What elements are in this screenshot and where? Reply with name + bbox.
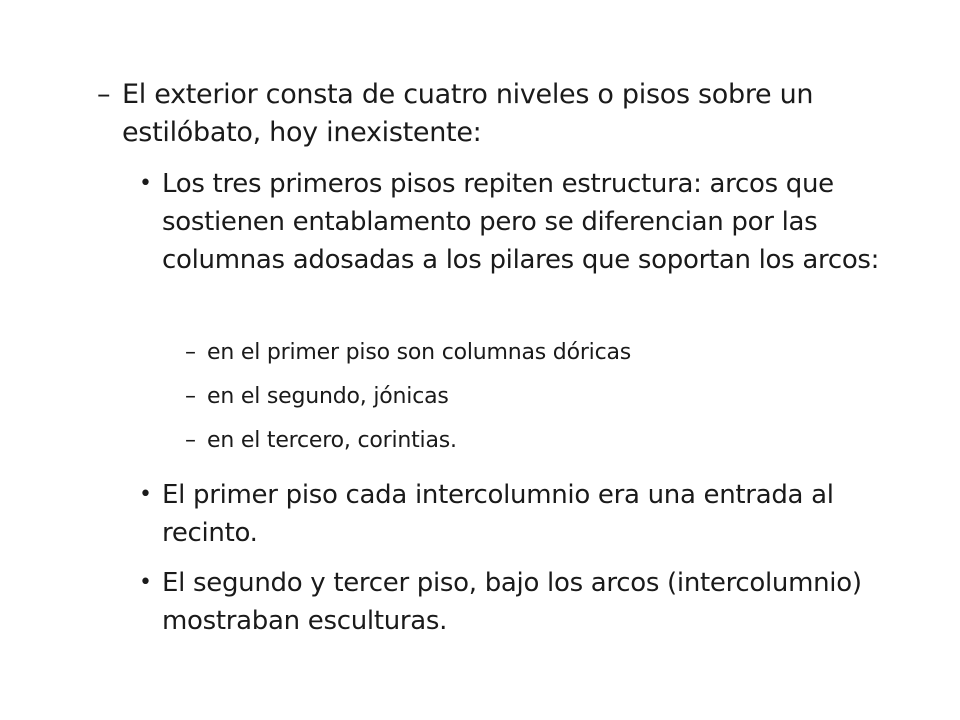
- list-item-level2: [139, 165, 929, 279]
- list-item-level2: [139, 476, 929, 552]
- list-item-text: El segundo y tercer piso, bajo los arcos (intercolumnio) mostraban esculturas.: [162, 568, 862, 636]
- list-item-level3: [185, 425, 905, 457]
- bullet-marker: •: [139, 171, 152, 196]
- list-item-text: en el tercero, corintias.: [207, 428, 457, 453]
- list-item-text: Los tres primeros pisos repiten estructura: arcos que sostienen entablamento pero se diferencian por las columnas adosadas a los pilares que soportan los arcos:: [162, 169, 880, 275]
- dash-marker: –: [97, 79, 111, 110]
- list-item-text: El primer piso cada intercolumnio era una entrada al recinto.: [162, 480, 834, 548]
- list-item-level2: [139, 564, 929, 640]
- list-item-level3: [185, 381, 905, 413]
- list-item-text: en el primer piso son columnas dóricas: [207, 340, 632, 365]
- dash-marker: –: [185, 340, 196, 365]
- bullet-marker: •: [139, 482, 152, 507]
- list-item-level1: [97, 76, 897, 152]
- list-item-text: en el segundo, jónicas: [207, 384, 449, 409]
- list-item-text: El exterior consta de cuatro niveles o pisos sobre un estilóbato, hoy inexistente:: [122, 79, 814, 148]
- bullet-marker: •: [139, 570, 152, 595]
- dash-marker: –: [185, 384, 196, 409]
- dash-marker: –: [185, 428, 196, 453]
- list-item-level3: [185, 337, 905, 369]
